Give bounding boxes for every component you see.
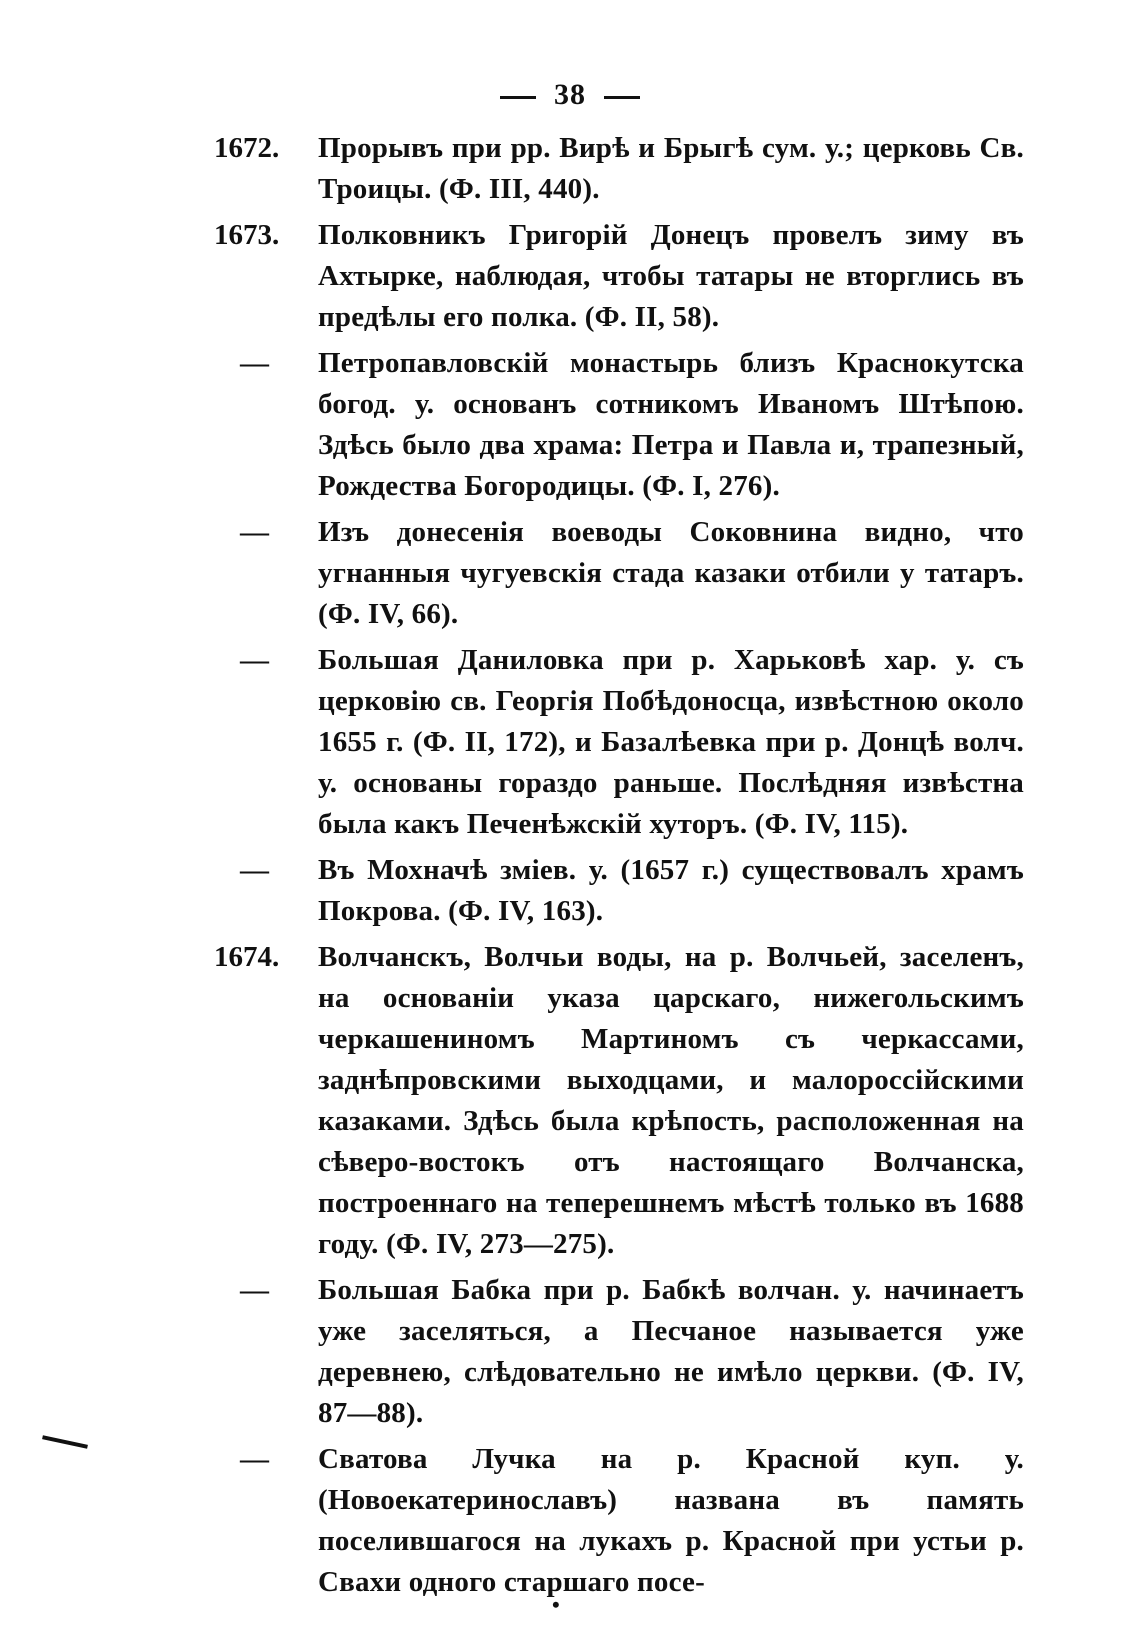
- entry-year-label: 1672.: [214, 132, 280, 164]
- entry-1674: [214, 937, 1024, 1265]
- entry-1673: [214, 215, 1024, 338]
- entry-dash-label: —: [240, 644, 269, 676]
- entry-text: Изъ донесенія воеводы Соковнина видно, что угнанныя чугуевскія стада казаки отбили у татаръ. (Ф. IV, 66).: [318, 516, 1024, 630]
- entry-1673-sokovnin: [218, 512, 1024, 635]
- entry-1672: [214, 128, 1024, 210]
- entry-text: Большая Даниловка при р. Харьковѣ хар. у. съ церковію св. Георгія Побѣдоносца, извѣстною около 1655 г. (Ф. II, 172), и Базалѣевка при р. Донцѣ волч. у. основаны гораздо раньше. Послѣдняя извѣстна была какъ Печенѣжскій хуторъ. (Ф. IV, 115).: [318, 644, 1024, 840]
- entry-text: Петропавловскій монастырь близъ Краснокутска богод. у. основанъ сотникомъ Иваномъ Штѣпою. Здѣсь было два храма: Петра и Павла и, трапезный, Рождества Богородицы. (Ф. I, 276).: [318, 347, 1024, 502]
- entry-1673-danilovka: [218, 640, 1024, 845]
- entry-text: Полковникъ Григорій Донецъ провелъ зиму въ Ахтырке, наблюдая, чтобы татары не вторглись въ предѣлы его полка. (Ф. II, 58).: [318, 219, 1024, 333]
- entry-text: Сватова Лучка на р. Красной куп. у. (Новоекатеринославъ) названа въ память поселившагося на лукахъ р. Красной при устьи р. Свахи одного старшаго посе-: [318, 1443, 1024, 1598]
- entry-1674-svatova-luchka: [218, 1439, 1024, 1603]
- entry-dash-label: —: [240, 854, 269, 886]
- page-number-value: 38: [554, 78, 586, 111]
- page-number-left-dash: [500, 96, 536, 99]
- entry-1673-petropavlovsky: [218, 343, 1024, 507]
- entry-text: Волчанскъ, Волчьи воды, на р. Волчьей, заселенъ, на основаніи указа царскаго, нижегольскимъ черкашениномъ Мартиномъ съ черкассами, заднѣпровскими выходцами, и малороссійскими казаками. Здѣсь была крѣпость, расположенная на сѣверо-востокъ отъ настоящаго Волчанска, построеннаго на теперешнемъ мѣстѣ только въ 1688 году. (Ф. IV, 273—275).: [318, 941, 1024, 1260]
- entry-dash-label: —: [240, 347, 269, 379]
- entry-year-label: 1673.: [214, 219, 280, 251]
- entry-dash-label: —: [240, 1443, 269, 1475]
- entry-dash-label: —: [240, 1274, 269, 1306]
- chronicle-entries: [214, 128, 1024, 1608]
- page-number-right-dash: [604, 96, 640, 99]
- margin-ink-stroke: [42, 1435, 88, 1448]
- entry-text: Прорывъ при рр. Вирѣ и Брыгѣ сум. у.; церковь Св. Троицы. (Ф. III, 440).: [318, 132, 1024, 205]
- entry-1674-babka: [218, 1270, 1024, 1434]
- entry-text: Въ Мохначѣ зміев. у. (1657 г.) существовалъ храмъ Покрова. (Ф. IV, 163).: [318, 854, 1024, 927]
- footer-dot: •: [552, 1592, 560, 1617]
- entry-1673-mokhnach: [218, 850, 1024, 932]
- page-number: [0, 78, 1140, 112]
- entry-dash-label: —: [240, 516, 269, 548]
- entry-text: Большая Бабка при р. Бабкѣ волчан. у. начинаетъ уже заселяться, а Песчаное называется уже деревнею, слѣдовательно не имѣло церкви. (Ф. IV, 87—88).: [318, 1274, 1024, 1429]
- entry-year-label: 1674.: [214, 941, 280, 973]
